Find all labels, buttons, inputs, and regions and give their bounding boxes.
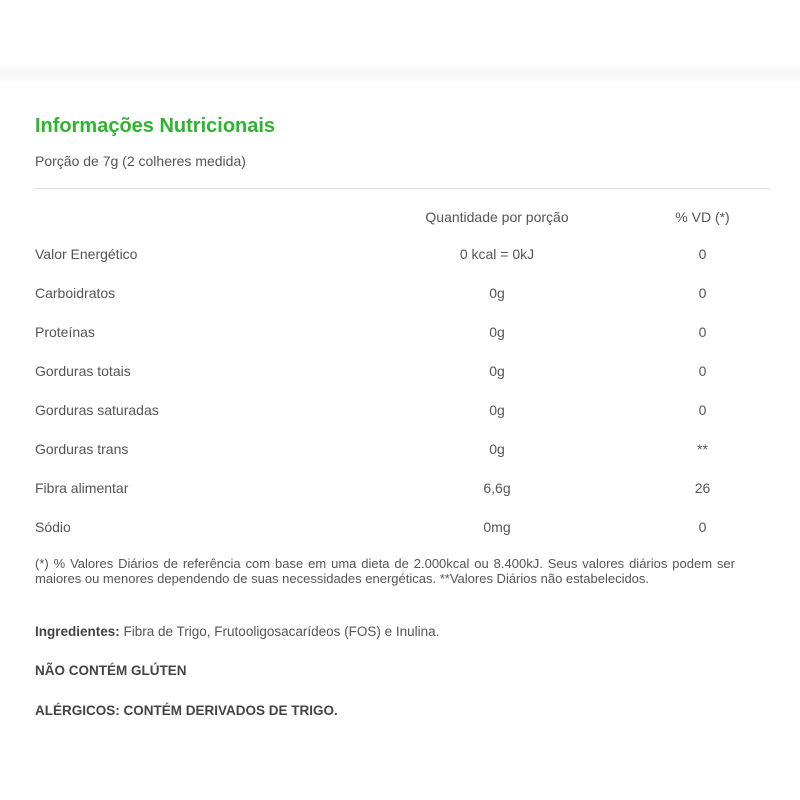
row-quantity: 0 kcal = 0kJ [459, 246, 535, 262]
nutrition-panel [35, 0, 770, 800]
table-row [35, 469, 770, 508]
nutrition-table [35, 200, 770, 547]
row-vd: 0 [698, 402, 707, 418]
table-row [35, 430, 770, 469]
row-quantity: 6,6g [483, 480, 511, 496]
table-row [35, 352, 770, 391]
row-name: Gorduras saturadas [35, 402, 159, 418]
row-quantity: 0g [489, 441, 505, 457]
row-name: Gorduras totais [35, 363, 131, 379]
row-name: Gorduras trans [35, 441, 129, 457]
row-quantity: 0g [489, 285, 505, 301]
allergens-notice: ALÉRGICOS: CONTÉM DERIVADOS DE TRIGO. [35, 703, 338, 718]
row-name: Valor Energético [35, 246, 138, 262]
row-vd: 0 [698, 285, 707, 301]
ingredients-label: Ingredientes: [35, 624, 120, 639]
row-vd: 0 [698, 519, 707, 535]
row-vd: 0 [698, 363, 707, 379]
table-row [35, 235, 770, 274]
header-vd: % VD (*) [675, 209, 730, 225]
row-quantity: 0g [489, 363, 505, 379]
row-name: Proteínas [35, 324, 95, 340]
row-quantity: 0g [489, 324, 505, 340]
row-vd: ** [697, 441, 708, 457]
table-row [35, 391, 770, 430]
row-name: Sódio [35, 519, 71, 535]
row-quantity: 0mg [483, 519, 511, 535]
row-vd: 0 [698, 324, 707, 340]
table-row [35, 508, 770, 547]
ingredients [35, 624, 439, 639]
divider [35, 188, 770, 189]
section-title: Informações Nutricionais [35, 115, 276, 137]
portion-size: Porção de 7g (2 colheres medida) [35, 153, 246, 169]
row-quantity: 0g [489, 402, 505, 418]
row-vd: 0 [698, 246, 707, 262]
row-name: Fibra alimentar [35, 480, 129, 496]
row-vd: 26 [694, 480, 711, 496]
table-header [35, 200, 770, 235]
row-name: Carboidratos [35, 285, 116, 301]
gluten-notice: NÃO CONTÉM GLÚTEN [35, 663, 187, 678]
footnote: (*) % Valores Diários de referência com base em uma dieta de 2.000kcal ou 8.400kJ. Seus valores diários podem ser maiores ou menores dependendo de suas necessidades energéticas. **Valores Diários não estabelecidos. [35, 556, 735, 586]
table-row [35, 313, 770, 352]
ingredients-text: Fibra de Trigo, Frutooligosacarídeos (FOS) e Inulina. [119, 624, 440, 639]
table-row [35, 274, 770, 313]
header-quantity: Quantidade por porção [425, 209, 569, 225]
